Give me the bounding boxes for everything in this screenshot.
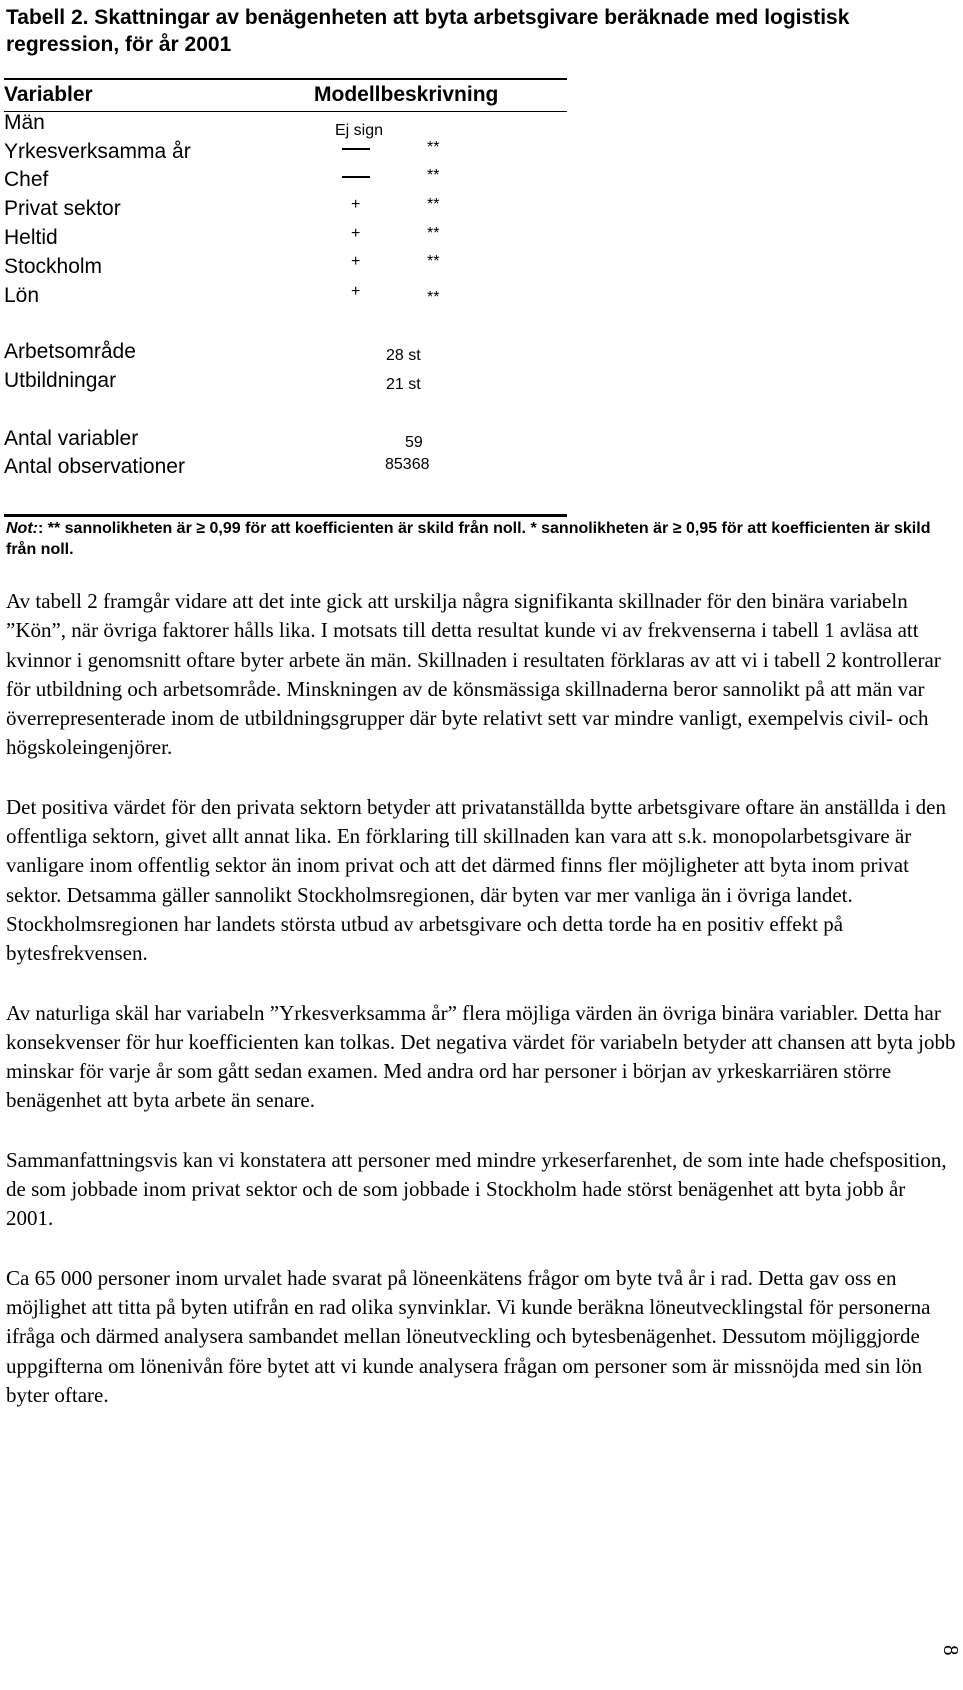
significance-stars: **	[427, 139, 440, 156]
significance-stars: **	[427, 196, 440, 213]
row-label-arbetsomrade: Arbetsområde	[4, 340, 136, 363]
table-top-rule	[4, 78, 567, 80]
count-value: 28 st	[386, 347, 421, 364]
positive-sign: +	[351, 283, 361, 300]
greater-equal-symbol: ≥	[196, 520, 206, 537]
note-text-2: 0,99 för att koefficienten är skild från noll. * sannolikheten är	[205, 520, 673, 537]
row-label-yrkesverksamma: Yrkesverksamma år	[4, 140, 191, 163]
note-prefix: Not:	[6, 520, 38, 537]
negative-sign-dash	[342, 148, 370, 150]
body-text	[6, 587, 956, 1440]
significance-stars: **	[427, 289, 440, 306]
row-label-lon: Lön	[4, 284, 40, 307]
table-bottom-rule	[4, 514, 567, 517]
row-label-privat-sektor: Privat sektor	[4, 197, 121, 220]
significance-stars: **	[427, 225, 440, 242]
table-note	[6, 518, 951, 560]
variable-column-header: Variabler	[4, 83, 93, 106]
note-text-1: : ** sannolikheten är	[37, 520, 197, 537]
count-value: 21 st	[386, 376, 421, 393]
row-label-utbildningar: Utbildningar	[4, 369, 117, 392]
total-value: 59	[405, 434, 423, 451]
note-text-3: 0,95 för att koefficienten är skild från noll.	[6, 520, 931, 558]
table-caption: Tabell 2. Skattningar av benägenheten att byta arbetsgivare beräknade med logistisk regression, för år 2001	[6, 6, 850, 56]
positive-sign: +	[351, 253, 361, 270]
paragraph: Sammanfattningsvis kan vi konstatera att personer med mindre yrkeserfarenhet, de som inte hade chefsposition, de som jobbade inom privat sektor och de som jobbade i Stockholm hade störst benägenhet att byta jobb år 2001.	[6, 1147, 947, 1231]
positive-sign: +	[351, 225, 361, 242]
paragraph: Det positiva värdet för den privata sektorn betyder att privatanställda bytte arbetsgivare oftare än anställda i den offentliga sektorn, givet allt annat lika. En förklaring till skillnaden kan vara att s.k. monopolarbetsgivare är vanligare inom offentlig sektor än inom privat och att det därmed finns fler möjligheter att byta inom privat sektor. Detsamma gäller sannolikt Stockholmsregionen, där byten var mer vanliga än i övriga landet. Stockholmsregionen har landets största utbud av arbetsgivare och detta torde ha en positiv effekt på bytesfrekvensen.	[6, 794, 946, 966]
paragraph: Av naturliga skäl har variabeln ”Yrkesverksamma år” flera möjliga värden än övriga binära variabler. Detta har konsekvenser för hur koefficienten kan tolkas. Det negativa värdet för variabeln betyder att chansen att byta jobb minskar för varje år som gått sedan examen. Med andra ord har personer i början av yrkeskarriären större benägenhet att byta arbete än senare.	[6, 1000, 956, 1113]
paragraph: Ca 65 000 personer inom urvalet hade svarat på löneenkätens frågor om byte två år i rad. Detta gav oss en möjlighet att titta på byten utifrån en rad olika synvinklar. Vi kunde beräkna löneutvecklingstal för personerna ifråga och därmed analysera sambandet mellan löneutveckling och bytesbenägenhet. Dessutom möjliggjorde uppgifterna om lönenivån före bytet att vi kunde analysera frågan om personer som är missnöjda med sin lön byter oftare.	[6, 1265, 931, 1407]
row-label-man: Män	[4, 111, 45, 134]
significance-stars: **	[427, 167, 440, 184]
row-label-heltid: Heltid	[4, 226, 58, 249]
row-label-chef: Chef	[4, 168, 49, 191]
paragraph: Av tabell 2 framgår vidare att det inte gick att urskilja några signifikanta skillnader för den binära variabeln ”Kön”, när övriga faktorer hålls lika. I motsats till detta resultat kunde vi av frekvenserna i tabell 1 avläsa att kvinnor i genomsnitt oftare byter arbete än män. Skillnaden i resultaten förklaras av att vi i tabell 2 kontrollerar för utbildning och arbetsområde. Minskningen av de könsmässiga skillnaderna beror sannolikt på att män var överrepresenterade inom de utbildningsgrupper där byte relativt sett var mindre vanligt, exempelvis civil- och högskoleingenjörer.	[6, 589, 941, 760]
page-number: 8	[939, 1645, 963, 1656]
total-value: 85368	[385, 456, 430, 473]
sign-header: Ej sign	[335, 122, 384, 139]
results-table	[0, 78, 567, 517]
table-header-rule	[4, 111, 567, 112]
greater-equal-symbol: ≥	[672, 520, 682, 537]
row-label-stockholm: Stockholm	[4, 255, 103, 278]
negative-sign-dash	[342, 176, 370, 178]
model-column-header: Modellbeskrivning	[314, 83, 499, 106]
row-label-antal-observationer: Antal observationer	[4, 455, 185, 478]
significance-stars: **	[427, 253, 440, 270]
row-label-antal-variabler: Antal variabler	[4, 427, 139, 450]
positive-sign: +	[351, 196, 361, 213]
